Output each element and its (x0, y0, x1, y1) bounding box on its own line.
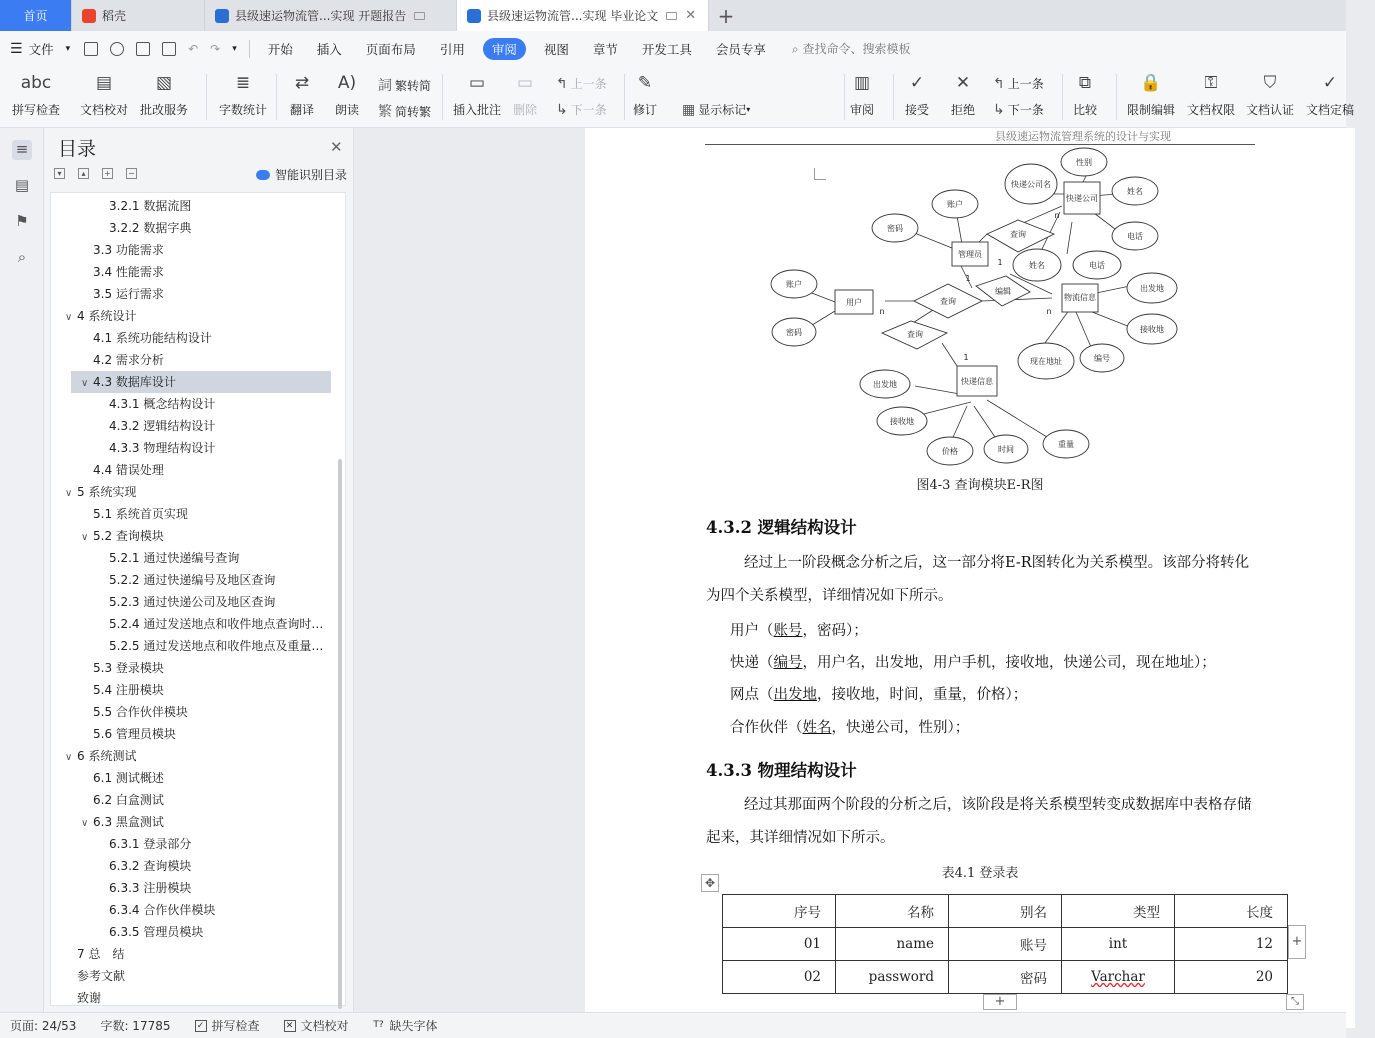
menu-dev-tools[interactable]: 开发工具 (641, 41, 692, 57)
toc-item[interactable]: 5.3 登录模块 (93, 661, 164, 675)
word-count-icon: ≣ (235, 73, 251, 93)
er-attr: 性别 (1076, 158, 1092, 167)
page-header: 县级速运物流管理系统的设计与实现 (995, 130, 1171, 143)
divider (1116, 74, 1117, 120)
toc-item[interactable]: 4.3.3 物理结构设计 (109, 441, 216, 455)
er-attr: 价格 (942, 447, 958, 456)
chevron-down-icon[interactable]: ∨ (65, 752, 73, 763)
toc-item[interactable]: 5.2.3 通过快递公司及地区查询 (109, 595, 276, 609)
batch-icon: ▧ (155, 73, 173, 93)
er-attr: 密码 (786, 328, 802, 337)
quick-access-more-icon[interactable]: ▾ (232, 43, 237, 54)
read-aloud-button[interactable]: A) 朗读 (334, 70, 360, 124)
collapse-all-icon[interactable]: ▴ (78, 168, 89, 179)
table-row: 02 password 密码 Varchar 20 (723, 961, 1288, 994)
reject-button[interactable]: ✕ 拒绝 (950, 70, 976, 124)
toc-icon[interactable]: ≡ (12, 140, 32, 160)
undo-icon[interactable]: ↶ (188, 41, 199, 56)
permission-icon: ⚿ (1204, 73, 1218, 93)
er-attr: 出发地 (1140, 284, 1164, 293)
table-move-handle[interactable]: ✥ (701, 874, 719, 892)
menu-bar (0, 31, 1346, 66)
spell-check-button[interactable]: abc 拼写检查 (12, 70, 60, 124)
missing-font-icon: T? (373, 1019, 384, 1030)
chevron-down-icon[interactable]: ∨ (65, 488, 73, 499)
menu-review[interactable]: 审阅 (483, 38, 526, 60)
menu-start[interactable]: 开始 (267, 41, 293, 57)
doc-finalize-button[interactable]: ✓ 文档定稿 (1306, 70, 1354, 124)
status-bar (0, 1012, 1346, 1038)
toc-item[interactable]: 3.2.2 数据字典 (109, 221, 192, 235)
delete-comment-button[interactable]: ▭ 删除 (512, 70, 538, 124)
search-icon: ⌕ (791, 42, 799, 56)
word-count[interactable]: 字数: 17785 (100, 1019, 171, 1033)
close-tab-icon[interactable]: ✕ (685, 8, 697, 23)
word-count-button[interactable]: ≣ 字数统计 (219, 70, 267, 124)
accept-icon: ✓ (909, 73, 925, 93)
chevron-down-icon[interactable]: ▾ (65, 43, 71, 54)
paragraph-logical[interactable]: 经过上一阶段概念分析之后，这一部分将E-R图转化为关系模型。该部分将转化为四个关系模型，详细情况如下所示。 (706, 555, 1250, 604)
er-entity: 用户 (846, 298, 862, 307)
tab-bar (0, 0, 1346, 31)
file-menu[interactable]: 文件 (28, 41, 54, 57)
toc-item[interactable]: 5.2.1 通过快递编号查询 (109, 551, 240, 565)
menu-insert[interactable]: 插入 (316, 41, 342, 57)
login-table[interactable] (722, 894, 1288, 994)
paragraph-physical[interactable]: 经过其那面两个阶段的分析之后，该阶段是将关系模型转变成数据库中表格存储起来，其详细情况如下所示。 (706, 797, 1252, 846)
screen-icon[interactable] (666, 12, 677, 20)
toc-item[interactable]: 5.4 注册模块 (93, 683, 164, 697)
bookmark-icon[interactable]: ⚑ (15, 212, 29, 230)
restrict-edit-button[interactable]: 🔒 限制编辑 (1127, 70, 1175, 124)
toc-item[interactable]: 6.3.3 注册模块 (109, 881, 192, 895)
toc-list (50, 192, 346, 1006)
toc-scrollbar[interactable] (338, 459, 342, 1009)
prev-comment-icon: ↰ (556, 75, 568, 92)
er-attr: 姓名 (1127, 187, 1143, 196)
toc-item[interactable]: 4.3.2 逻辑结构设计 (109, 419, 216, 433)
er-cardinality: n (879, 307, 885, 316)
toc-item[interactable]: 5.1 系统首页实现 (93, 507, 188, 521)
search-icon[interactable]: ⌕ (17, 248, 27, 266)
toc-item[interactable]: 4.1 系统功能结构设计 (93, 331, 212, 345)
menu-reference[interactable]: 引用 (439, 41, 465, 57)
er-attr: 接收地 (1140, 325, 1164, 334)
toc-item[interactable]: 3.5 运行需求 (93, 287, 164, 301)
smart-toc-button[interactable]: 智能识别目录 (256, 166, 347, 183)
er-relation: 查询 (907, 330, 923, 339)
redo-icon[interactable]: ↷ (210, 41, 221, 56)
track-icon: ✎ (637, 73, 653, 93)
er-attr: 姓名 (1029, 261, 1045, 270)
print-icon[interactable] (136, 42, 150, 56)
divider (249, 40, 250, 58)
track-changes-button[interactable]: ✎ 修订 (632, 70, 658, 124)
ribbon-review (0, 66, 1355, 128)
er-cardinality: n (1046, 307, 1052, 316)
trad-to-simp-button[interactable]: 詞 繁转简 (378, 75, 431, 95)
toc-item[interactable]: ∨ 6 系统测试 (51, 745, 333, 767)
table-row: 01 name 账号 int 12 (723, 928, 1288, 961)
prev-comment-button[interactable]: ↰ 上一条 (556, 75, 607, 92)
er-attr: 账户 (786, 280, 802, 289)
page-indicator[interactable]: 页面: 24/53 (10, 1019, 77, 1033)
toc-item[interactable]: 6.2 白盒测试 (93, 793, 164, 807)
divider (893, 74, 894, 120)
er-attr: 密码 (887, 224, 903, 233)
toc-item[interactable]: 5.5 合作伙伴模块 (93, 705, 188, 719)
menu-view[interactable]: 视图 (543, 41, 569, 57)
word-doc-icon (215, 9, 229, 23)
er-attr: 账户 (947, 200, 963, 209)
toc-item[interactable]: 4.2 需求分析 (93, 353, 164, 367)
relation-express[interactable]: 快递（编号，用户名，出发地，用户手机，接收地，快递公司，现在地址）； (730, 655, 1216, 671)
prev-change-icon: ↰ (993, 75, 1005, 92)
proofread-icon: ▤ (95, 73, 113, 93)
translate-button[interactable]: ⇄ 翻译 (289, 70, 315, 124)
word-doc-icon (467, 9, 481, 23)
er-attr: 重量 (1058, 440, 1074, 449)
toc-panel (44, 128, 354, 1012)
add-column-button[interactable]: + (1288, 925, 1306, 959)
heading-physical-design[interactable]: 4.3.3 物理结构设计 (706, 761, 857, 780)
remove-heading-icon[interactable]: − (126, 168, 137, 179)
review-pane-icon: ▥ (853, 73, 871, 93)
divider (844, 74, 845, 120)
er-cardinality: 1 (963, 353, 969, 362)
document-page (585, 128, 1355, 1028)
toc-item[interactable]: ∨ 5.2 查询模块 (51, 525, 333, 547)
convert-icon: 繁 (378, 104, 392, 120)
er-entity: 物流信息 (1064, 293, 1096, 302)
review-pane-button[interactable]: ▥ 审阅 (849, 70, 875, 124)
divider (624, 74, 625, 120)
toc-item[interactable]: 参考文献 (77, 969, 126, 983)
lock-icon: 🔒 (1140, 73, 1162, 93)
checkbox-icon: ✕ (284, 1020, 296, 1032)
menu-member[interactable]: 会员专享 (715, 41, 766, 57)
compare-button[interactable]: ⧉ 比较 (1072, 70, 1098, 124)
ai-icon (256, 170, 270, 180)
toc-item[interactable]: 3.3 功能需求 (93, 243, 164, 257)
show-marks-button[interactable]: ▦ 显示标记 ▾ (682, 101, 751, 118)
toc-item[interactable]: 5.6 管理员模块 (93, 727, 176, 741)
relation-partner[interactable]: 合作伙伴（姓名，快递公司，性别）； (730, 720, 970, 736)
docer-icon (82, 9, 96, 23)
chapter-nav-icon[interactable]: ▤ (14, 176, 30, 194)
er-attr: 出发地 (873, 380, 897, 389)
er-attr: 时间 (998, 445, 1014, 454)
expand-all-icon[interactable]: ▾ (54, 168, 65, 179)
next-change-icon: ↳ (993, 101, 1005, 118)
toc-item[interactable]: 4.4 错误处理 (93, 463, 164, 477)
er-attr: 电话 (1089, 261, 1105, 270)
status-proofread[interactable]: ✕ 文档校对 (284, 1017, 349, 1034)
er-entity: 快递信息 (961, 377, 993, 386)
simp-to-trad-button[interactable]: 繁 简转繁 (378, 101, 431, 121)
figure-caption: 图4-3 查询模块E-R图 (916, 478, 1044, 493)
er-attr: 编号 (1094, 354, 1110, 363)
relation-branch[interactable]: 网点（出发地，接收地，时间，重量，价格）； (730, 687, 1028, 703)
heading-logical-design[interactable]: 4.3.2 逻辑结构设计 (706, 518, 857, 537)
shield-icon: ⛉ (1263, 73, 1277, 93)
doc-permission-button[interactable]: ⚿ 文档权限 (1187, 70, 1235, 124)
tab-proposal-doc[interactable]: 县级速运物流管...实现 开题报告 (205, 0, 457, 31)
er-entity: 管理员 (958, 250, 982, 259)
output-icon[interactable] (110, 42, 124, 56)
finalize-icon: ✓ (1322, 73, 1338, 93)
abc-check-icon: abc (20, 73, 52, 93)
chevron-down-icon[interactable]: ∨ (81, 818, 89, 829)
table-caption: 表4.1 登录表 (941, 866, 1019, 881)
menu-layout[interactable]: 页面布局 (365, 41, 416, 57)
toc-item[interactable]: 3.4 性能需求 (93, 265, 164, 279)
toc-item[interactable]: ∨ 4.3 数据库设计 (71, 371, 331, 393)
chevron-down-icon[interactable]: ∨ (81, 532, 89, 543)
toc-item[interactable]: 致谢 (77, 991, 102, 1005)
er-entity: 快递公司 (1066, 194, 1098, 203)
tab-home[interactable]: 首页 (0, 0, 72, 31)
chevron-down-icon[interactable]: ∨ (81, 378, 89, 389)
relation-user[interactable]: 用户（账号，密码）； (730, 623, 868, 639)
divider (276, 74, 277, 120)
comment-delete-icon: ▭ (516, 73, 534, 93)
er-cardinality: 1 (997, 258, 1003, 267)
show-marks-icon: ▦ (682, 101, 696, 118)
chevron-down-icon[interactable]: ∨ (65, 312, 73, 323)
divider (206, 74, 207, 120)
toc-item[interactable]: 7 总 结 (77, 947, 125, 961)
compare-icon: ⧉ (1078, 73, 1092, 93)
menu-chapter[interactable]: 章节 (592, 41, 618, 57)
er-attr: 快递公司名 (1011, 180, 1051, 189)
add-row-button[interactable]: + (983, 994, 1017, 1010)
spelling-error: Varchar (1091, 969, 1145, 985)
toc-item[interactable]: 5.2.5 通过发送地点和收件地点及重量… (109, 639, 324, 653)
checkbox-icon: ✓ (195, 1020, 207, 1032)
doc-cert-button[interactable]: ⛉ 文档认证 (1246, 70, 1294, 124)
toc-item[interactable]: 6.3.2 查询模块 (109, 859, 192, 873)
toc-item[interactable]: ∨ 4 系统设计 (51, 305, 333, 327)
er-cardinality: 1 (965, 274, 971, 283)
er-relation: 查询 (940, 297, 956, 306)
er-attr: 电话 (1127, 232, 1143, 241)
er-cardinality: n (1054, 211, 1060, 220)
table-resize-handle[interactable]: ⤡ (1286, 994, 1304, 1010)
toc-item[interactable]: 5.2.2 通过快递编号及地区查询 (109, 573, 276, 587)
next-comment-button[interactable]: ↳ 下一条 (556, 101, 607, 118)
command-search[interactable]: ⌕ 查找命令、搜索模板 (791, 42, 911, 56)
toc-item[interactable]: ∨ 6.3 黑盒测试 (51, 811, 333, 833)
er-attr: 现在地址 (1030, 357, 1062, 366)
toc-item[interactable]: 6.3.5 管理员模块 (109, 925, 204, 939)
comment-plus-icon: ▭ (468, 73, 486, 93)
er-relation: 编辑 (995, 287, 1011, 296)
hamburger-icon[interactable]: ☰ (10, 40, 23, 57)
toc-item[interactable]: 5.2.4 通过发送地点和收件地点查询时… (109, 617, 324, 631)
convert-icon: 詞 (378, 78, 392, 94)
insert-comment-button[interactable]: ▭ 插入批注 (453, 70, 501, 124)
toc-title: 目录 (58, 138, 97, 160)
save-icon[interactable] (84, 42, 98, 56)
close-icon[interactable]: ✕ (330, 138, 343, 156)
accept-button[interactable]: ✓ 接受 (904, 70, 930, 124)
divider (1062, 74, 1063, 120)
doc-proof-button[interactable]: ▤ 文档校对 (80, 70, 128, 124)
missing-fonts[interactable]: T? 缺失字体 (373, 1019, 438, 1033)
tab-docer[interactable]: 稻壳 (72, 0, 205, 31)
screen-icon (414, 12, 425, 20)
toc-item[interactable]: 6.3.4 合作伙伴模块 (109, 903, 216, 917)
toc-item[interactable]: 6.3.1 登录部分 (109, 837, 192, 851)
tab-thesis-doc[interactable]: 县级速运物流管...实现 毕业论文 ✕ (457, 0, 709, 31)
er-attr: 接收地 (890, 417, 914, 426)
toc-item[interactable]: 4.3.1 概念结构设计 (109, 397, 216, 411)
print-preview-icon[interactable] (162, 42, 176, 56)
speaker-icon: A) (337, 73, 357, 93)
document-canvas (355, 128, 1346, 1012)
toc-item[interactable]: 6.1 测试概述 (93, 771, 164, 785)
add-heading-icon[interactable]: + (102, 168, 113, 179)
toc-item[interactable]: 3.2.1 数据流图 (109, 199, 192, 213)
next-change-button[interactable]: ↳ 下一条 (993, 101, 1044, 118)
divider (442, 74, 443, 120)
table-header-row: 序号 名称 别名 类型 长度 (723, 895, 1288, 928)
next-comment-icon: ↳ (556, 101, 568, 118)
status-spell-check[interactable]: ✓ 拼写检查 (195, 1017, 260, 1034)
new-tab-button[interactable]: + (717, 3, 735, 28)
batch-service-button[interactable]: ▧ 批改服务 (140, 70, 188, 124)
prev-change-button[interactable]: ↰ 上一条 (993, 75, 1044, 92)
er-diagram (772, 144, 1187, 474)
er-relation: 查询 (1010, 230, 1026, 239)
toc-item[interactable]: ∨ 5 系统实现 (51, 481, 333, 503)
nav-strip (0, 128, 44, 1012)
reject-icon: ✕ (955, 73, 971, 93)
translate-icon: ⇄ (294, 73, 310, 93)
